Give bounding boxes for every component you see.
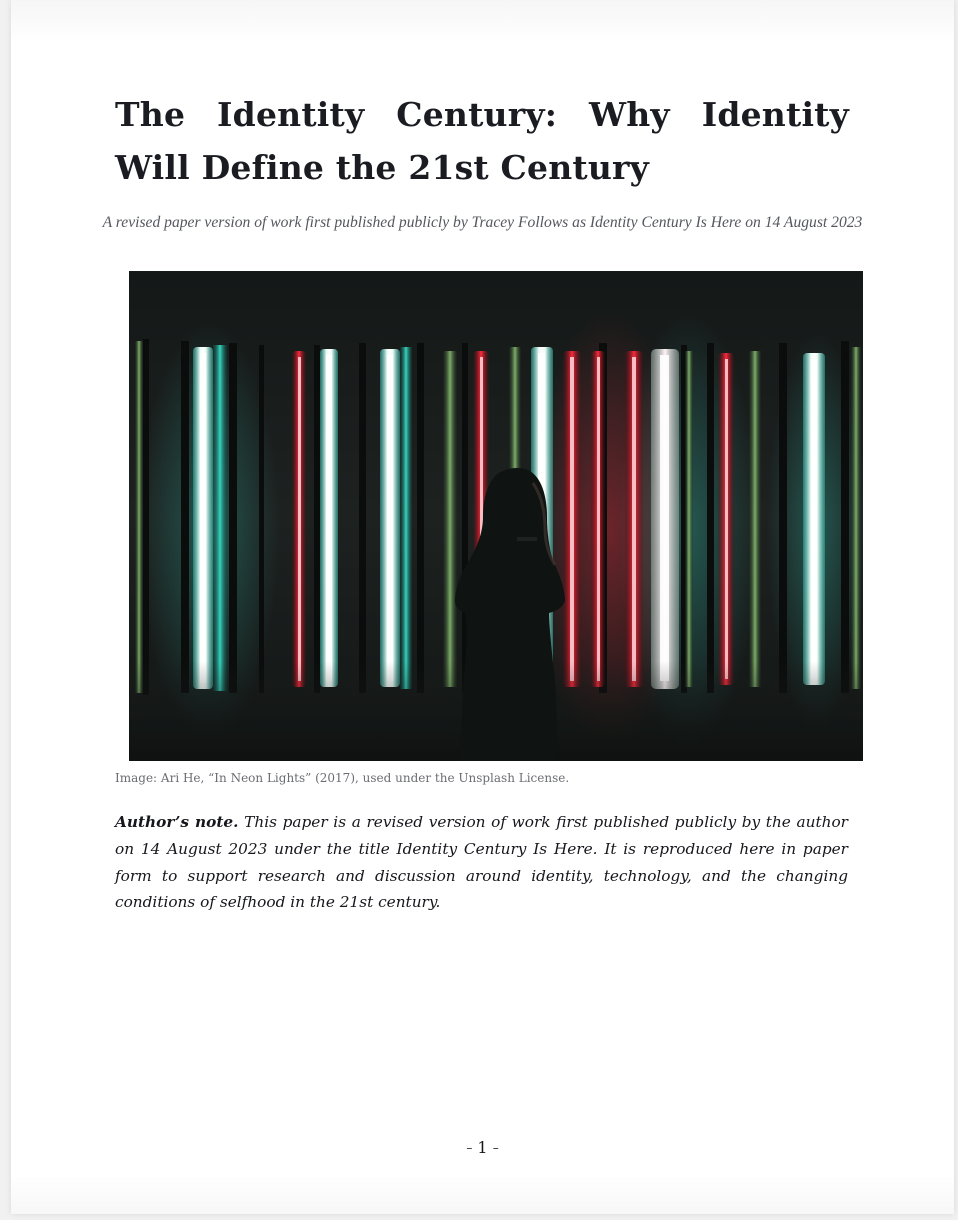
neon-tube <box>443 351 457 687</box>
neon-tube <box>851 347 861 689</box>
figure-caption: Image: Ari He, “In Neon Lights” (2017), used under the Unsplash License. <box>115 771 570 785</box>
page-number-value: 1 <box>477 1138 488 1157</box>
neon-tube <box>135 341 143 693</box>
page-number <box>11 1137 954 1159</box>
neon-tube <box>213 345 227 691</box>
page-number-dash-left: – <box>466 1141 473 1155</box>
authors-note-body: This paper is a revised version of work first published publicly by the author on 14 August 2023 under the title Identity Century Is Here. It is reproduced here in paper form to support research and discussion around identity, technology, and the changing conditions of selfhood in the 21st century. <box>115 813 848 912</box>
authors-note-lead: Author’s note. <box>115 813 239 831</box>
document-page <box>11 0 954 1214</box>
paper-title: The Identity Century: Why Identity Will Define the 21st Century <box>115 95 849 187</box>
page-number-dash-right: – <box>492 1141 499 1155</box>
authors-note <box>115 809 848 916</box>
paper-subtitle: A revised paper version of work first published publicly by Tracey Follows as Identity Century Is Here on 14 August 2023 <box>102 214 863 231</box>
neon-tube <box>400 347 412 689</box>
neon-lights-photo <box>129 271 863 761</box>
neon-tube <box>749 351 761 687</box>
hero-figure <box>129 271 863 761</box>
neon-tube <box>685 351 693 687</box>
